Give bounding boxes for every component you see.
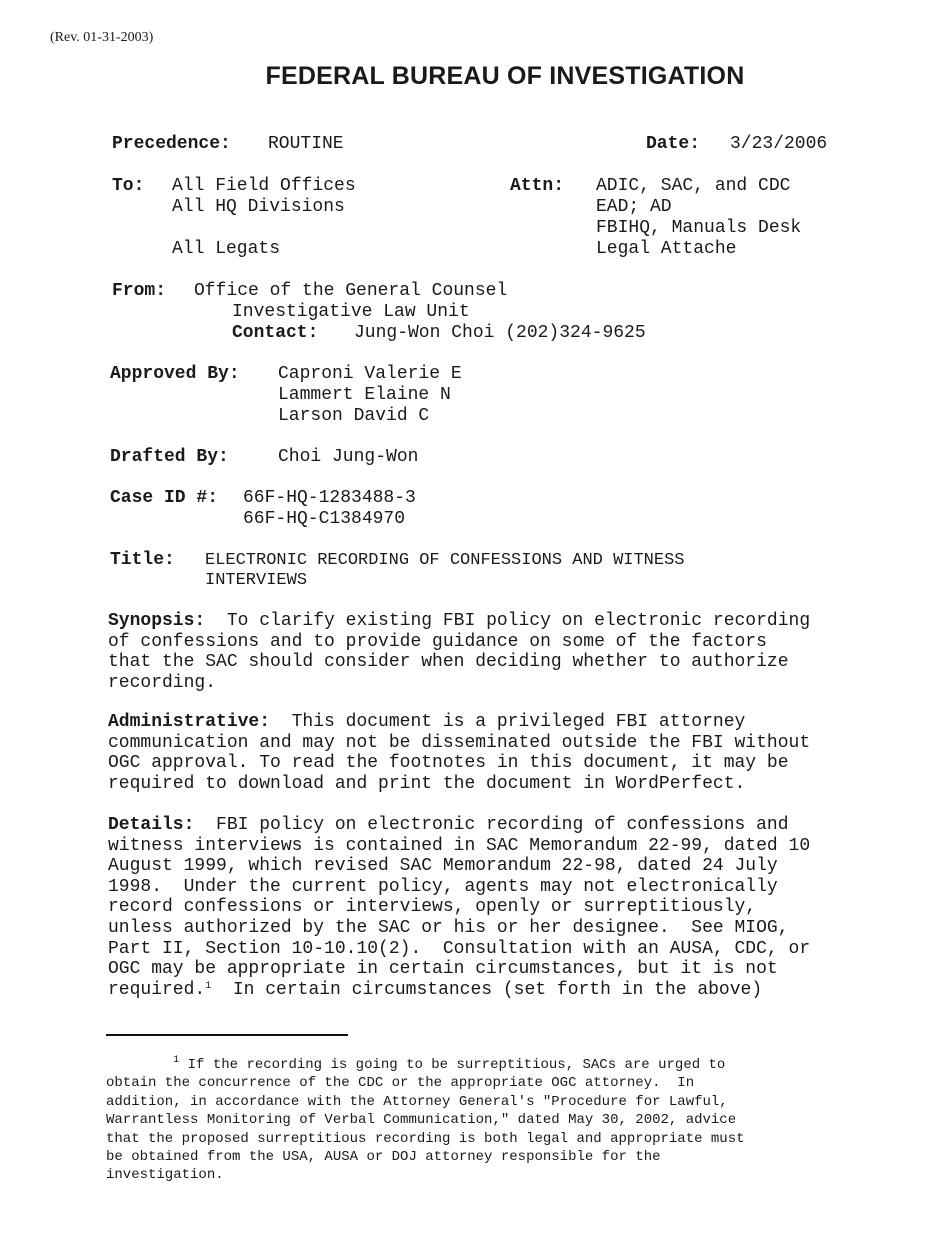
attn-line: FBIHQ, Manuals Desk — [596, 218, 802, 238]
approver: Lammert Elaine N — [278, 385, 451, 405]
synopsis-line: To clarify existing FBI policy on electronic recording — [205, 611, 811, 631]
details-line: August 1999, which revised SAC Memorandum 22-98, dated 24 July — [108, 856, 778, 877]
case-id: 66F-HQ-1283488-3 — [243, 488, 416, 508]
contact-label: Contact: — [232, 323, 319, 343]
footnote-line: addition, in accordance with the Attorney General's "Procedure for Lawful, — [106, 1093, 728, 1110]
footnote-divider — [106, 1034, 348, 1036]
details-line: In certain circumstances (set forth in the above) — [211, 979, 763, 1000]
details-line: FBI policy on electronic recording of confessions and — [194, 815, 789, 835]
to-line: All Field Offices — [172, 176, 356, 196]
details-line: 1998. Under the current policy, agents may not electronically — [108, 876, 778, 897]
footnote-marker: 1 — [173, 1055, 180, 1066]
administrative-paragraph — [108, 712, 908, 794]
from-line: Investigative Law Unit — [232, 302, 470, 322]
details-label: Details: — [108, 815, 195, 835]
details-line: required. — [108, 979, 206, 1000]
details-line: unless authorized by the SAC or his or her designee. See MIOG, — [108, 917, 789, 938]
revision-date: (Rev. 01-31-2003) — [50, 30, 154, 45]
footnote-line: obtain the concurrence of the CDC or the appropriate OGC attorney. In — [106, 1075, 695, 1092]
case-id-label: Case ID #: — [110, 488, 219, 508]
details-line: OGC may be appropriate in certain circumstances, but it is not — [108, 959, 778, 980]
details-line: witness interviews is contained in SAC Memorandum 22-99, dated 10 — [108, 835, 811, 856]
to-line: All Legats — [172, 239, 281, 259]
to-label: To: — [112, 176, 145, 196]
synopsis-label: Synopsis: — [108, 611, 206, 631]
footnote-line: If the recording is going to be surreptitious, SACs are urged to — [179, 1057, 726, 1073]
administrative-line: OGC approval. To read the footnotes in this document, it may be — [108, 753, 789, 774]
attn-label: Attn: — [510, 176, 565, 196]
footnote-line: investigation. — [106, 1167, 224, 1184]
attn-line: Legal Attache — [596, 239, 737, 259]
title-label: Title: — [110, 550, 175, 570]
drafted-value: Choi Jung-Won — [278, 447, 419, 467]
footnote-line: Warrantless Monitoring of Verbal Communication," dated May 30, 2002, advice — [106, 1112, 737, 1129]
details-line: Part II, Section 10-10.10(2). Consultation with an AUSA, CDC, or — [108, 938, 811, 959]
administrative-line: required to download and print the document in WordPerfect. — [108, 773, 746, 794]
precedence-value: ROUTINE — [268, 134, 344, 154]
subject-title-line: INTERVIEWS — [205, 571, 308, 590]
subject-title-line: ELECTRONIC RECORDING OF CONFESSIONS AND WITNESS — [205, 551, 685, 570]
footnote — [106, 1056, 745, 1185]
footnote-line: that the proposed surreptitious recording is both legal and appropriate must — [106, 1130, 745, 1147]
to-line: All HQ Divisions — [172, 197, 345, 217]
approved-label: Approved By: — [110, 364, 240, 384]
footnote-line: be obtained from the USA, AUSA or DOJ attorney responsible for the — [106, 1149, 661, 1166]
administrative-label: Administrative: — [108, 712, 271, 732]
footnote-reference: 1 — [205, 980, 212, 992]
from-label: From: — [112, 281, 167, 301]
synopsis-line: recording. — [108, 672, 217, 693]
details-line: record confessions or interviews, openly or surreptitiously, — [108, 897, 757, 918]
approver: Caproni Valerie E — [278, 364, 462, 384]
drafted-label: Drafted By: — [110, 447, 229, 467]
agency-title: FEDERAL BUREAU OF INVESTIGATION — [265, 62, 745, 90]
synopsis-line: of confessions and to provide guidance on some of the factors — [108, 631, 767, 652]
contact-value: Jung-Won Choi (202)324-9625 — [354, 323, 646, 343]
attn-line: EAD; AD — [596, 197, 672, 217]
date-label: Date: — [646, 134, 701, 154]
administrative-line: This document is a privileged FBI attorney — [270, 712, 746, 732]
case-id: 66F-HQ-C1384970 — [243, 509, 406, 529]
approver: Larson David C — [278, 406, 430, 426]
precedence-label: Precedence: — [112, 134, 231, 154]
from-line: Office of the General Counsel — [194, 281, 508, 301]
details-paragraph — [108, 815, 908, 1000]
synopsis-paragraph — [108, 611, 908, 693]
administrative-line: communication and may not be disseminated outside the FBI without — [108, 732, 811, 753]
date-value: 3/23/2006 — [730, 134, 828, 154]
attn-line: ADIC, SAC, and CDC — [596, 176, 791, 196]
synopsis-line: that the SAC should consider when deciding whether to authorize — [108, 652, 789, 673]
